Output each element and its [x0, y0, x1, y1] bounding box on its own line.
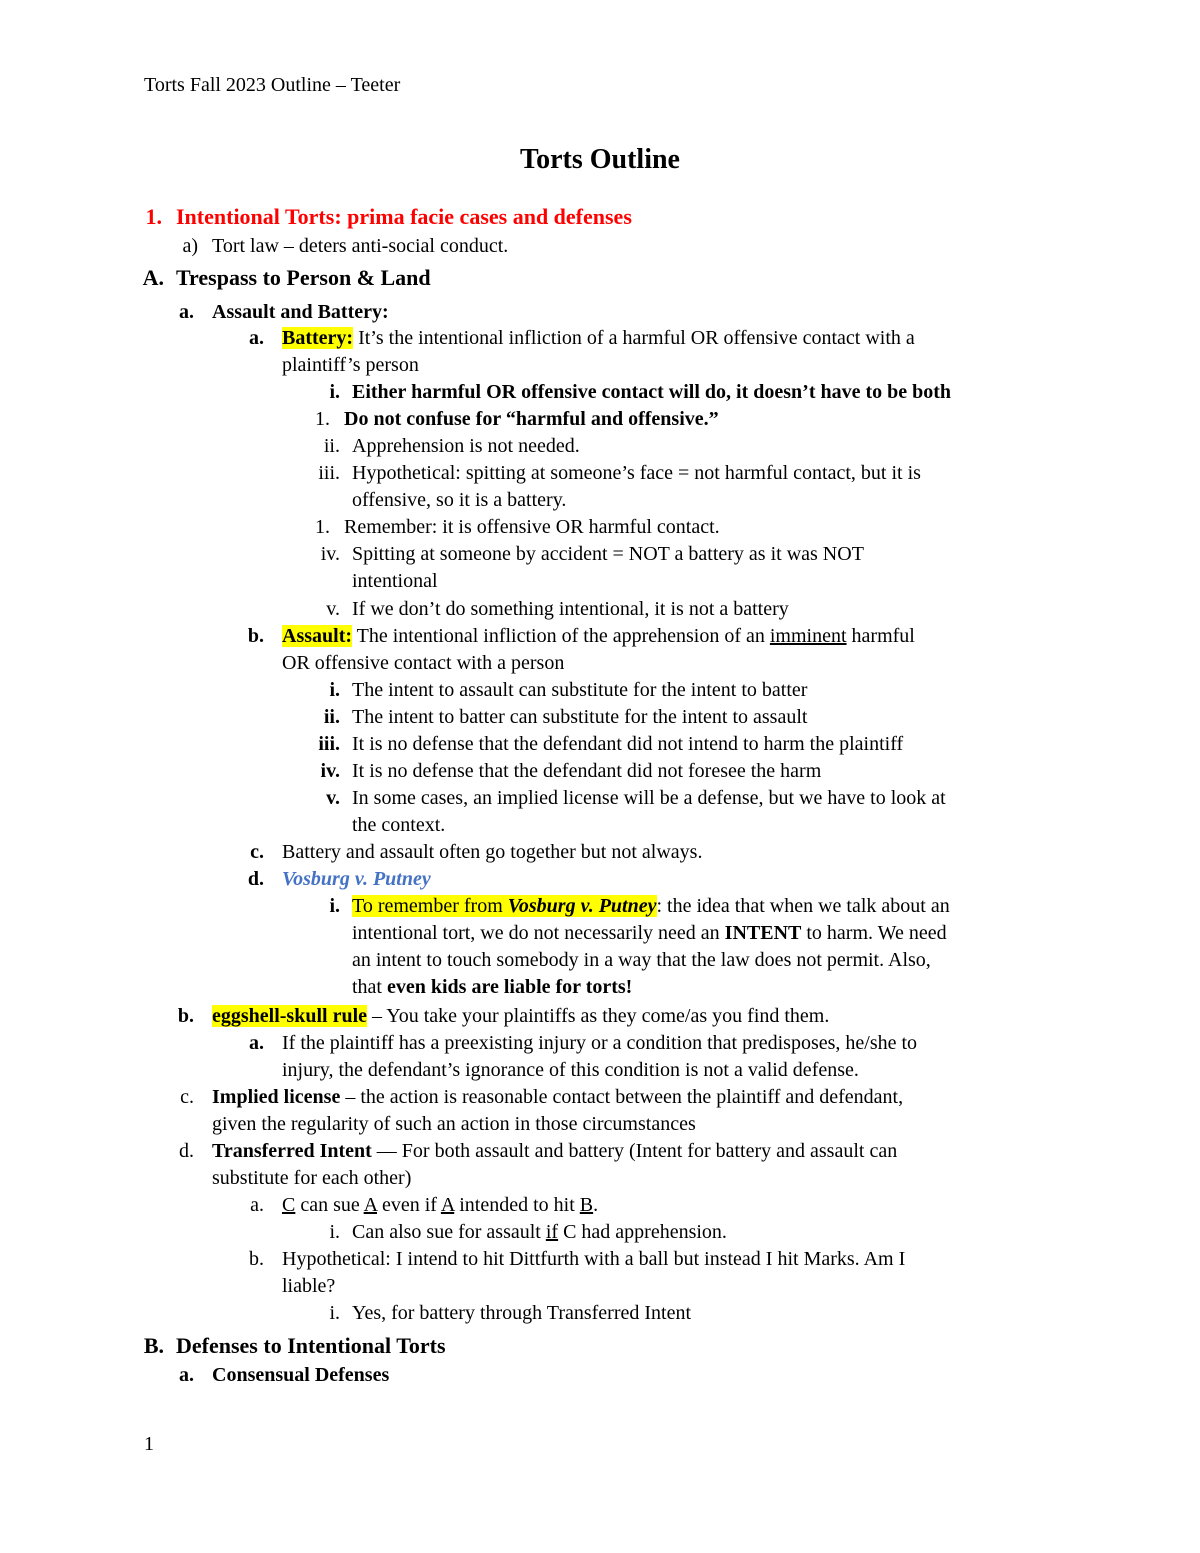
list-marker: b.	[177, 1005, 194, 1027]
list-marker: d.	[179, 1140, 194, 1162]
list-item: Either harmful OR offensive contact will do, it doesn’t have to be both	[352, 381, 952, 403]
list-item: Hypothetical: I intend to hit Dittfurth with a ball but instead I hit Marks. Am I	[282, 1248, 906, 1270]
list-item: Battery: It’s the intentional infliction of a harmful OR offensive contact with a	[282, 327, 915, 349]
list-marker: v.	[326, 787, 340, 809]
list-marker: i.	[329, 1302, 340, 1324]
list-item-continuation: intentional tort, we do not necessarily need an INTENT to harm. We need	[352, 922, 947, 944]
list-item: In some cases, an implied license will be a defense, but we have to look at	[352, 787, 946, 809]
list-item-continuation: intentional	[352, 570, 438, 592]
term-label: Transferred Intent	[212, 1140, 372, 1162]
list-marker: iii.	[318, 733, 340, 755]
list-item: It is no defense that the defendant did not foresee the harm	[352, 760, 822, 782]
term-label: Battery:	[282, 327, 354, 349]
list-item-continuation: given the regularity of such an action in those circumstances	[212, 1113, 696, 1135]
case-name: Vosburg v. Putney	[282, 868, 431, 890]
list-item-continuation: offensive, so it is a battery.	[352, 489, 567, 511]
list-item: Remember: it is offensive OR harmful contact.	[344, 516, 720, 538]
list-marker: a.	[179, 1364, 194, 1386]
list-marker: a.	[249, 327, 264, 349]
page-number: 1	[144, 1433, 154, 1455]
list-item: Yes, for battery through Transferred Intent	[352, 1302, 692, 1324]
section-heading: Trespass to Person & Land	[176, 265, 431, 290]
page-header: Torts Fall 2023 Outline – Teeter	[144, 74, 401, 96]
list-item-continuation: substitute for each other)	[212, 1167, 412, 1189]
list-item: Can also sue for assault if C had apprehension.	[352, 1221, 727, 1243]
list-item: Implied license – the action is reasonable contact between the plaintiff and defendant,	[212, 1086, 904, 1108]
list-marker: i.	[329, 381, 340, 403]
section-heading: Intentional Torts: prima facie cases and defenses	[176, 204, 632, 229]
list-item: C can sue A even if A intended to hit B.	[282, 1194, 599, 1216]
list-item: To remember from Vosburg v. Putney: the idea that when we talk about an	[352, 895, 950, 917]
list-item: Tort law – deters anti-social conduct.	[212, 235, 509, 257]
term-label: Implied license	[212, 1086, 341, 1108]
subsection-heading: Assault and Battery:	[212, 301, 389, 323]
list-item: Hypothetical: spitting at someone’s face = not harmful contact, but it is	[352, 462, 921, 484]
list-marker: B.	[143, 1333, 164, 1358]
list-item-continuation: OR offensive contact with a person	[282, 652, 565, 674]
list-item: eggshell-skull rule – You take your plaintiffs as they come/as you find them.	[212, 1005, 830, 1027]
list-marker: d.	[247, 868, 264, 890]
page-title: Torts Outline	[520, 144, 680, 175]
list-marker: v.	[326, 598, 340, 620]
list-marker: iii.	[318, 462, 340, 484]
list-marker: a.	[249, 1032, 264, 1054]
list-item: It is no defense that the defendant did not intend to harm the plaintiff	[352, 733, 904, 755]
list-item-continuation: the context.	[352, 814, 446, 836]
highlighted-text: To remember from Vosburg v. Putney	[352, 895, 657, 917]
term-label: eggshell-skull rule	[212, 1005, 368, 1027]
section-heading: Defenses to Intentional Torts	[176, 1333, 446, 1358]
list-item-continuation: that even kids are liable for torts!	[352, 976, 633, 998]
list-marker: i.	[329, 679, 340, 701]
list-marker: ii.	[323, 435, 340, 457]
list-item: The intent to batter can substitute for the intent to assault	[352, 706, 808, 728]
list-item: Transferred Intent — For both assault and battery (Intent for battery and assault can	[212, 1140, 898, 1162]
list-marker: a)	[182, 235, 198, 257]
list-marker: 1.	[315, 408, 330, 430]
list-item: The intent to assault can substitute for the intent to batter	[352, 679, 808, 701]
list-marker: 1.	[315, 516, 330, 538]
subsection-heading: Consensual Defenses	[212, 1364, 390, 1386]
list-item: Assault: The intentional infliction of the apprehension of an imminent harmful	[282, 625, 915, 647]
list-item: If we don’t do something intentional, it is not a battery	[352, 598, 789, 620]
list-marker: a.	[250, 1194, 264, 1216]
list-item: Battery and assault often go together but not always.	[282, 841, 703, 863]
list-marker: iv.	[320, 543, 340, 565]
list-item: Do not confuse for “harmful and offensive.”	[344, 408, 719, 430]
list-marker: iv.	[320, 760, 340, 782]
list-marker: c.	[180, 1086, 194, 1108]
list-marker: ii.	[323, 706, 340, 728]
list-item: Spitting at someone by accident = NOT a battery as it was NOT	[352, 543, 864, 565]
list-item-continuation: plaintiff’s person	[282, 354, 419, 376]
list-marker: 1.	[145, 204, 162, 229]
list-item: If the plaintiff has a preexisting injury or a condition that predisposes, he/she to	[282, 1032, 918, 1054]
list-item: Apprehension is not needed.	[352, 435, 580, 457]
list-marker: A.	[142, 265, 164, 290]
term-label: Assault:	[282, 625, 353, 647]
list-marker: i.	[329, 1221, 340, 1243]
list-marker: b.	[247, 625, 264, 647]
list-marker: a.	[179, 301, 194, 323]
list-item-continuation: an intent to touch somebody in a way that the law does not permit. Also,	[352, 949, 931, 971]
list-marker: c.	[250, 841, 264, 863]
list-item-continuation: liable?	[282, 1275, 336, 1297]
list-item-continuation: injury, the defendant’s ignorance of this condition is not a valid defense.	[282, 1059, 859, 1081]
list-marker: i.	[329, 895, 340, 917]
list-marker: b.	[249, 1248, 264, 1270]
